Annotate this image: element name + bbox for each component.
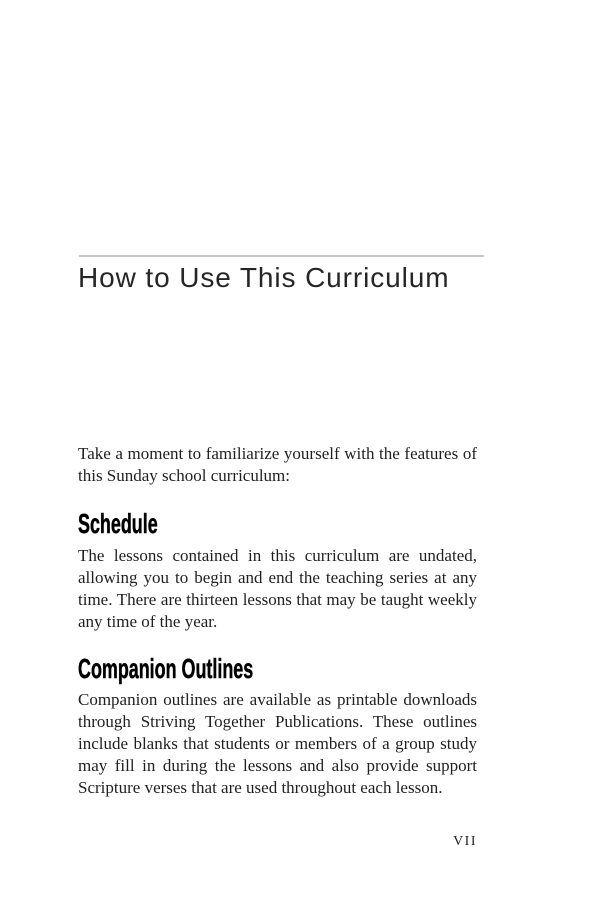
text-line: The lessons contained in this curriculum are undated, xyxy=(78,546,477,565)
text-line: this Sunday school curriculum: xyxy=(78,466,291,485)
section-heading-schedule: Schedule xyxy=(78,508,158,539)
chapter-title: How to Use This Curriculum xyxy=(78,262,450,293)
text-line: Scripture verses that are used throughout each lesson. xyxy=(78,778,443,797)
text-line: include blanks that students or members of a group study xyxy=(78,734,477,753)
page-number: VII xyxy=(453,834,477,849)
text-line: Companion outlines are available as printable downloads xyxy=(78,690,477,709)
intro-paragraph xyxy=(78,443,477,487)
text-line: time. There are thirteen lessons that may be taught weekly xyxy=(78,590,477,609)
text-line: Take a moment to familiarize yourself with the features of xyxy=(78,444,477,463)
text-line: any time of the year. xyxy=(78,612,218,631)
companion-outlines-paragraph xyxy=(78,689,477,799)
text-line: may fill in during the lessons and also provide support xyxy=(78,756,477,775)
title-rule xyxy=(79,255,484,257)
section-heading-companion-outlines: Companion Outlines xyxy=(78,653,254,684)
text-line: through Striving Together Publications. These outlines xyxy=(78,712,477,731)
text-line: allowing you to begin and end the teaching series at any xyxy=(78,568,477,587)
schedule-paragraph xyxy=(78,545,477,633)
